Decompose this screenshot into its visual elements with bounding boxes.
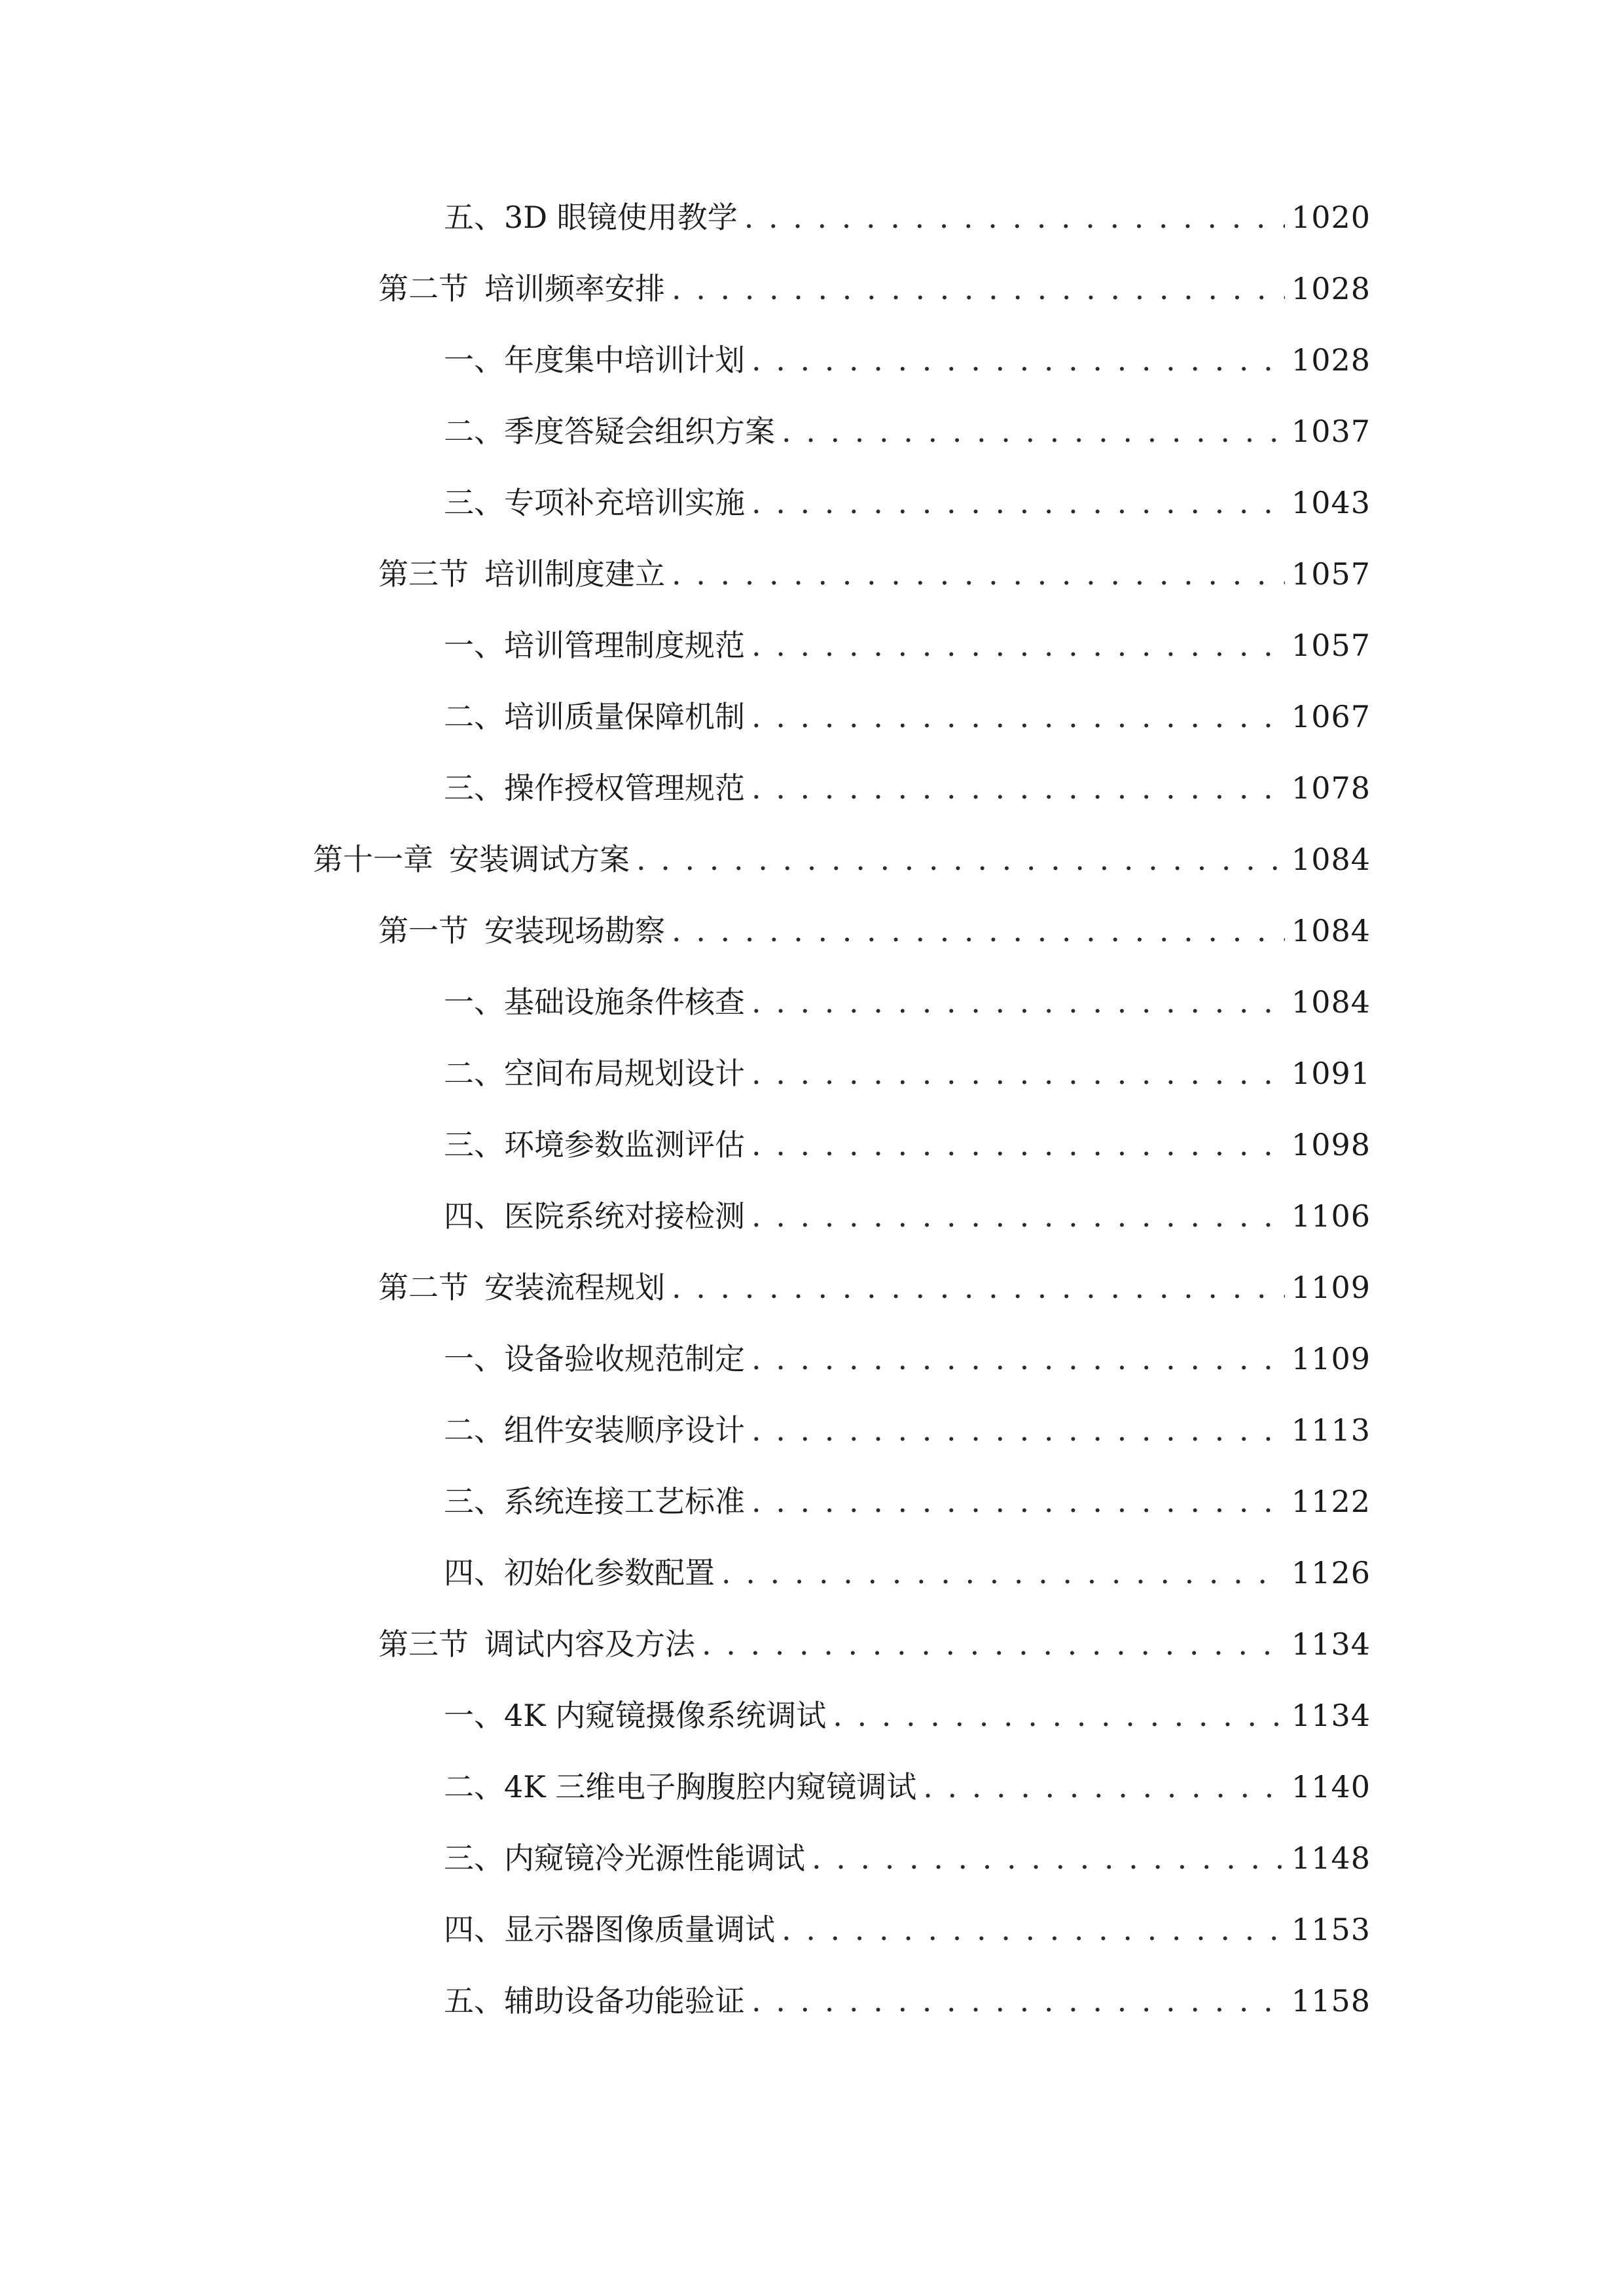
entry-page-number: 1109 xyxy=(1291,1270,1371,1305)
entry-number: 第二节 xyxy=(378,1270,469,1305)
entry-page-number: 1057 xyxy=(1291,556,1371,592)
entry-title: 4K 内窥镜摄像系统调试 xyxy=(504,1698,827,1733)
dot-leader xyxy=(833,1693,1285,1738)
entry-number: 第三节 xyxy=(378,1626,469,1662)
entry-title: 环境参数监测评估 xyxy=(504,1127,745,1162)
entry-page-number: 1134 xyxy=(1291,1698,1371,1733)
toc-entry[interactable] xyxy=(444,765,1371,811)
entry-page-number: 1113 xyxy=(1291,1412,1371,1448)
toc-entry[interactable] xyxy=(444,194,1371,240)
toc-entry[interactable] xyxy=(378,908,1371,954)
toc-entry[interactable] xyxy=(444,1978,1371,2024)
entry-number: 五、 xyxy=(444,200,504,235)
toc-entry[interactable] xyxy=(444,1693,1371,1738)
dot-leader xyxy=(782,408,1285,454)
dot-leader xyxy=(751,337,1285,383)
toc-entry[interactable] xyxy=(444,337,1371,383)
dot-leader xyxy=(636,836,1285,882)
dot-leader xyxy=(782,1907,1285,1952)
toc-entry[interactable] xyxy=(444,1193,1371,1239)
entry-number: 一、 xyxy=(444,984,504,1020)
entry-page-number: 1148 xyxy=(1291,1840,1371,1876)
entry-page-number: 1084 xyxy=(1291,842,1371,877)
entry-title: 空间布局规划设计 xyxy=(504,1056,745,1091)
toc-entry[interactable] xyxy=(444,480,1371,526)
entry-page-number: 1084 xyxy=(1291,984,1371,1020)
dot-leader xyxy=(751,1978,1285,2024)
dot-leader xyxy=(751,1050,1285,1096)
dot-leader xyxy=(751,765,1285,811)
entry-title: 专项补充培训实施 xyxy=(504,485,745,520)
entry-page-number: 1109 xyxy=(1291,1341,1371,1376)
entry-title: 季度答疑会组织方案 xyxy=(504,414,775,449)
dot-leader xyxy=(672,908,1285,954)
entry-title: 调试内容及方法 xyxy=(484,1626,695,1662)
entry-title: 基础设施条件核查 xyxy=(504,984,745,1020)
entry-number: 三、 xyxy=(444,1127,504,1162)
toc-entry[interactable] xyxy=(444,622,1371,668)
entry-title: 系统连接工艺标准 xyxy=(504,1484,745,1519)
entry-title: 培训频率安排 xyxy=(484,271,665,306)
entry-page-number: 1126 xyxy=(1291,1555,1371,1590)
entry-page-number: 1122 xyxy=(1291,1484,1371,1519)
entry-number: 第三节 xyxy=(378,556,469,592)
entry-title: 组件安装顺序设计 xyxy=(504,1412,745,1448)
toc-entry[interactable] xyxy=(444,979,1371,1025)
entry-page-number: 1020 xyxy=(1291,200,1371,235)
entry-title: 年度集中培训计划 xyxy=(504,342,745,378)
toc-entry[interactable] xyxy=(444,1050,1371,1096)
entry-number: 三、 xyxy=(444,1840,504,1876)
entry-title: 辅助设备功能验证 xyxy=(504,1983,745,2018)
dot-leader xyxy=(672,1265,1285,1310)
dot-leader xyxy=(751,1407,1285,1453)
entry-page-number: 1028 xyxy=(1291,271,1371,306)
entry-number: 一、 xyxy=(444,342,504,378)
toc-entry[interactable] xyxy=(444,694,1371,740)
toc-entry[interactable] xyxy=(444,1907,1371,1952)
entry-number: 三、 xyxy=(444,485,504,520)
entry-number: 三、 xyxy=(444,770,504,806)
dot-leader xyxy=(923,1764,1285,1810)
entry-title: 安装现场勘察 xyxy=(484,913,665,948)
entry-title: 初始化参数配置 xyxy=(504,1555,715,1590)
dot-leader xyxy=(751,622,1285,668)
entry-page-number: 1158 xyxy=(1291,1983,1371,2018)
entry-title: 操作授权管理规范 xyxy=(504,770,745,806)
entry-number: 四、 xyxy=(444,1555,504,1590)
entry-title: 3D 眼镜使用教学 xyxy=(504,200,738,235)
toc-entry[interactable] xyxy=(444,1336,1371,1382)
entry-number: 二、 xyxy=(444,1056,504,1091)
toc-entry[interactable] xyxy=(378,551,1371,597)
toc-entry[interactable] xyxy=(444,1550,1371,1596)
entry-number: 五、 xyxy=(444,1983,504,2018)
toc-entry[interactable] xyxy=(444,1122,1371,1168)
entry-number: 一、 xyxy=(444,1341,504,1376)
entry-page-number: 1140 xyxy=(1291,1769,1371,1804)
dot-leader xyxy=(751,480,1285,526)
entry-number: 第二节 xyxy=(378,271,469,306)
entry-title: 显示器图像质量调试 xyxy=(504,1912,775,1947)
entry-page-number: 1084 xyxy=(1291,913,1371,948)
dot-leader xyxy=(702,1621,1285,1667)
toc-entry[interactable] xyxy=(378,266,1371,312)
entry-number: 二、 xyxy=(444,1412,504,1448)
toc-entry[interactable] xyxy=(444,408,1371,454)
toc-entry[interactable] xyxy=(444,1764,1371,1810)
dot-leader xyxy=(751,1122,1285,1168)
entry-number: 三、 xyxy=(444,1484,504,1519)
entry-title: 设备验收规范制定 xyxy=(504,1341,745,1376)
toc-entry[interactable] xyxy=(378,1265,1371,1310)
entry-page-number: 1153 xyxy=(1291,1912,1371,1947)
entry-title: 培训质量保障机制 xyxy=(504,699,745,734)
entry-page-number: 1134 xyxy=(1291,1626,1371,1662)
entry-title: 4K 三维电子胸腹腔内窥镜调试 xyxy=(504,1769,917,1804)
entry-page-number: 1106 xyxy=(1291,1198,1371,1234)
entry-page-number: 1057 xyxy=(1291,628,1371,663)
entry-title: 安装流程规划 xyxy=(484,1270,665,1305)
entry-number: 第十一章 xyxy=(313,842,433,877)
entry-page-number: 1091 xyxy=(1291,1056,1371,1091)
toc-entry[interactable] xyxy=(444,1407,1371,1453)
entry-page-number: 1043 xyxy=(1291,485,1371,520)
entry-number: 四、 xyxy=(444,1912,504,1947)
toc-entry[interactable] xyxy=(444,1835,1371,1881)
entry-page-number: 1037 xyxy=(1291,414,1371,449)
entry-number: 一、 xyxy=(444,1698,504,1733)
dot-leader xyxy=(672,266,1285,312)
dot-leader xyxy=(751,1479,1285,1524)
entry-page-number: 1098 xyxy=(1291,1127,1371,1162)
dot-leader xyxy=(751,1193,1285,1239)
entry-title: 医院系统对接检测 xyxy=(504,1198,745,1234)
entry-number: 二、 xyxy=(444,1769,504,1804)
dot-leader xyxy=(751,979,1285,1025)
entry-page-number: 1067 xyxy=(1291,699,1371,734)
dot-leader xyxy=(672,551,1285,597)
entry-title: 培训制度建立 xyxy=(484,556,665,592)
dot-leader xyxy=(751,1336,1285,1382)
entry-number: 二、 xyxy=(444,414,504,449)
entry-title: 安装调试方案 xyxy=(449,842,630,877)
entry-number: 二、 xyxy=(444,699,504,734)
entry-number: 四、 xyxy=(444,1198,504,1234)
dot-leader xyxy=(744,194,1285,240)
entry-title: 内窥镜冷光源性能调试 xyxy=(504,1840,805,1876)
entry-page-number: 1028 xyxy=(1291,342,1371,378)
entry-number: 一、 xyxy=(444,628,504,663)
entry-page-number: 1078 xyxy=(1291,770,1371,806)
toc-entry[interactable] xyxy=(444,1479,1371,1524)
toc-entry[interactable] xyxy=(378,1621,1371,1667)
dot-leader xyxy=(751,694,1285,740)
toc-entry[interactable] xyxy=(313,836,1371,882)
dot-leader xyxy=(721,1550,1285,1596)
dot-leader xyxy=(812,1835,1285,1881)
entry-title: 培训管理制度规范 xyxy=(504,628,745,663)
entry-number: 第一节 xyxy=(378,913,469,948)
